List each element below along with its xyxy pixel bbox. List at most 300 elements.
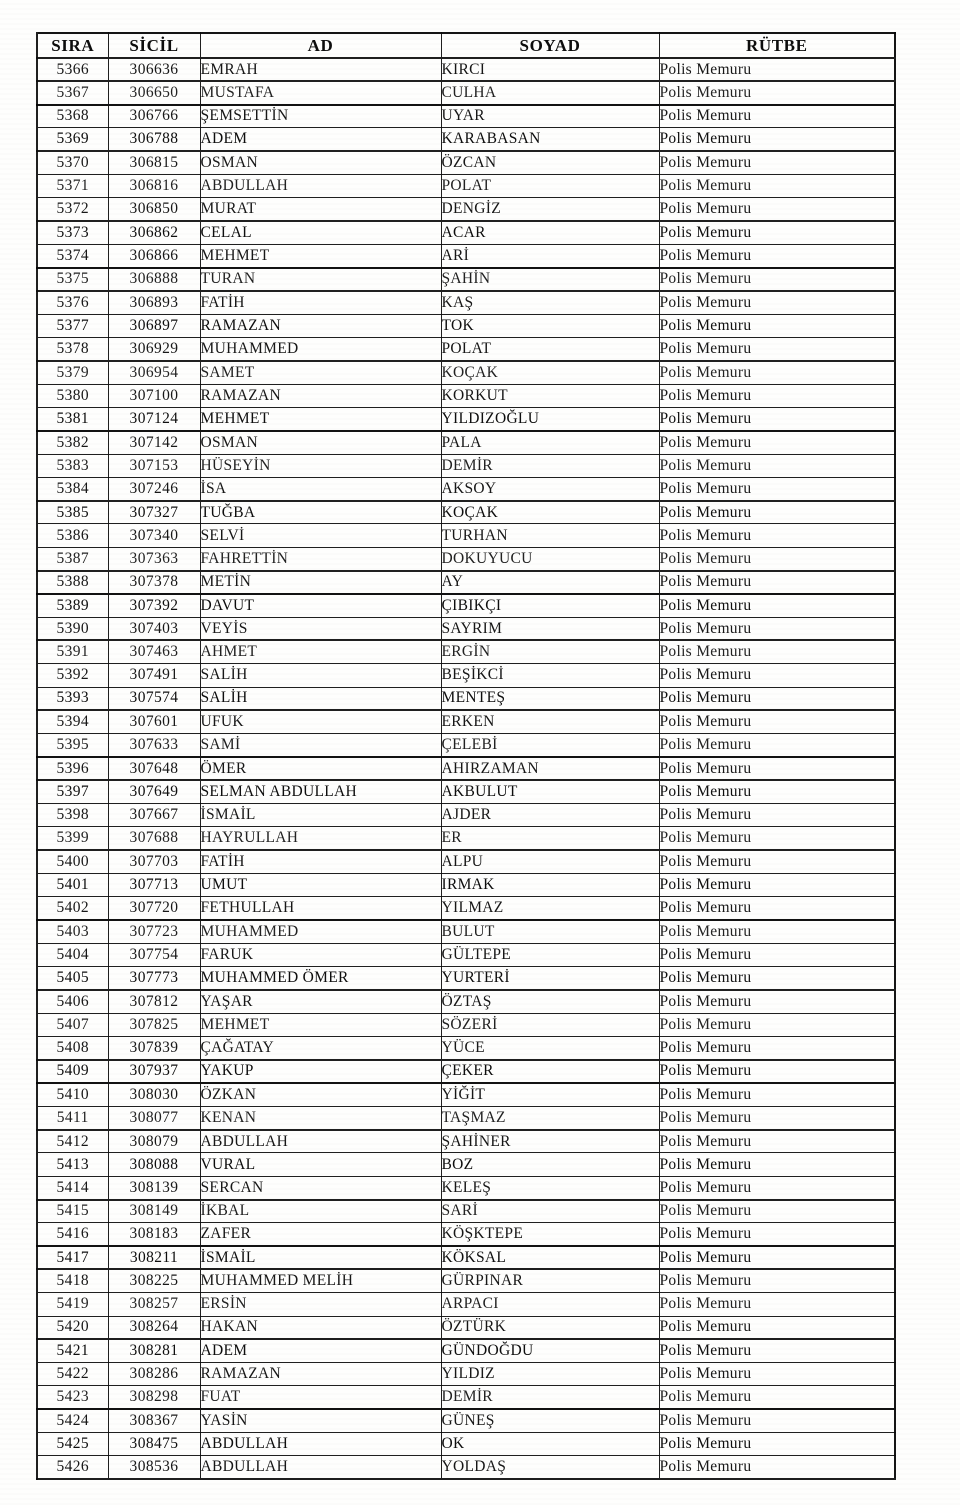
cell-sira: 5404 — [37, 943, 108, 966]
cell-sicil: 308286 — [108, 1363, 200, 1386]
cell-sira: 5409 — [37, 1060, 108, 1083]
cell-sira: 5410 — [37, 1083, 108, 1106]
cell-rutbe: Polis Memuru — [659, 850, 895, 873]
cell-rutbe: Polis Memuru — [659, 1269, 895, 1292]
cell-rutbe: Polis Memuru — [659, 221, 895, 244]
table-row — [37, 687, 895, 710]
cell-sicil: 307667 — [108, 804, 200, 827]
cell-ad: SAMİ — [200, 734, 441, 757]
cell-soyad: DENGİZ — [441, 198, 659, 221]
cell-sira: 5407 — [37, 1013, 108, 1036]
cell-ad: FATİH — [200, 850, 441, 873]
cell-ad: KENAN — [200, 1106, 441, 1129]
cell-soyad: OK — [441, 1433, 659, 1456]
cell-ad: CELAL — [200, 221, 441, 244]
cell-ad: FATİH — [200, 291, 441, 314]
cell-rutbe: Polis Memuru — [659, 1036, 895, 1059]
cell-sicil: 306929 — [108, 338, 200, 361]
cell-ad: MEHMET — [200, 407, 441, 430]
cell-sira: 5396 — [37, 757, 108, 780]
cell-sicil: 308030 — [108, 1083, 200, 1106]
cell-soyad: ŞAHİN — [441, 268, 659, 291]
cell-soyad: YURTERİ — [441, 967, 659, 990]
cell-rutbe: Polis Memuru — [659, 757, 895, 780]
cell-soyad: ÇELEBİ — [441, 734, 659, 757]
cell-sira: 5414 — [37, 1176, 108, 1199]
cell-sicil: 308088 — [108, 1153, 200, 1176]
cell-sicil: 307713 — [108, 873, 200, 896]
cell-rutbe: Polis Memuru — [659, 1106, 895, 1129]
cell-soyad: KAŞ — [441, 291, 659, 314]
cell-sicil: 307246 — [108, 477, 200, 500]
cell-ad: MUSTAFA — [200, 81, 441, 104]
table-row — [37, 850, 895, 873]
cell-rutbe: Polis Memuru — [659, 1433, 895, 1456]
cell-soyad: UYAR — [441, 105, 659, 128]
cell-rutbe: Polis Memuru — [659, 361, 895, 384]
table-row — [37, 1060, 895, 1083]
table-row — [37, 757, 895, 780]
cell-soyad: GÜNEŞ — [441, 1409, 659, 1432]
column-header-ad: AD — [200, 33, 441, 58]
cell-ad: İSMAİL — [200, 1246, 441, 1269]
cell-ad: MEHMET — [200, 1013, 441, 1036]
cell-rutbe: Polis Memuru — [659, 454, 895, 477]
cell-ad: HAYRULLAH — [200, 827, 441, 850]
cell-rutbe: Polis Memuru — [659, 291, 895, 314]
table-row — [37, 454, 895, 477]
cell-sicil: 308536 — [108, 1456, 200, 1479]
cell-soyad: MENTEŞ — [441, 687, 659, 710]
cell-ad: MURAT — [200, 198, 441, 221]
cell-sira: 5411 — [37, 1106, 108, 1129]
cell-soyad: POLAT — [441, 174, 659, 197]
cell-sira: 5419 — [37, 1293, 108, 1316]
table-row — [37, 990, 895, 1013]
cell-rutbe: Polis Memuru — [659, 1083, 895, 1106]
table-row — [37, 338, 895, 361]
table-row — [37, 1456, 895, 1479]
cell-ad: EMRAH — [200, 58, 441, 81]
cell-rutbe: Polis Memuru — [659, 1409, 895, 1432]
cell-soyad: ÖZTÜRK — [441, 1316, 659, 1339]
cell-rutbe: Polis Memuru — [659, 338, 895, 361]
cell-soyad: TAŞMAZ — [441, 1106, 659, 1129]
cell-soyad: KARABASAN — [441, 128, 659, 151]
cell-ad: ADEM — [200, 128, 441, 151]
cell-ad: ABDULLAH — [200, 1130, 441, 1153]
cell-sicil: 306954 — [108, 361, 200, 384]
cell-ad: UMUT — [200, 873, 441, 896]
cell-sira: 5392 — [37, 664, 108, 687]
cell-sira: 5366 — [37, 58, 108, 81]
table-row — [37, 734, 895, 757]
table-row — [37, 361, 895, 384]
table-row — [37, 1409, 895, 1432]
cell-soyad: YOLDAŞ — [441, 1456, 659, 1479]
cell-sicil: 307688 — [108, 827, 200, 850]
cell-soyad: ÇIBIKÇI — [441, 594, 659, 617]
cell-sicil: 307825 — [108, 1013, 200, 1036]
cell-soyad: TURHAN — [441, 524, 659, 547]
cell-sicil: 307574 — [108, 687, 200, 710]
cell-soyad: YILMAZ — [441, 897, 659, 920]
table-row — [37, 1316, 895, 1339]
cell-ad: YAKUP — [200, 1060, 441, 1083]
cell-soyad: SARİ — [441, 1200, 659, 1223]
cell-ad: MEHMET — [200, 244, 441, 267]
cell-sicil: 307363 — [108, 547, 200, 570]
cell-soyad: KOÇAK — [441, 501, 659, 524]
cell-rutbe: Polis Memuru — [659, 105, 895, 128]
cell-soyad: KELEŞ — [441, 1176, 659, 1199]
cell-sira: 5403 — [37, 920, 108, 943]
table-row — [37, 524, 895, 547]
cell-soyad: YİĞİT — [441, 1083, 659, 1106]
cell-ad: VEYİS — [200, 617, 441, 640]
cell-sira: 5369 — [37, 128, 108, 151]
cell-sicil: 307340 — [108, 524, 200, 547]
cell-sira: 5378 — [37, 338, 108, 361]
cell-soyad: ÇEKER — [441, 1060, 659, 1083]
table-row — [37, 501, 895, 524]
cell-soyad: GÜRPINAR — [441, 1269, 659, 1292]
table-row — [37, 710, 895, 733]
cell-ad: MUHAMMED ÖMER — [200, 967, 441, 990]
table-row — [37, 198, 895, 221]
table-body — [37, 58, 895, 1479]
cell-sira: 5384 — [37, 477, 108, 500]
cell-ad: HAKAN — [200, 1316, 441, 1339]
table-row — [37, 594, 895, 617]
cell-soyad: AKSOY — [441, 477, 659, 500]
cell-soyad: GÜLTEPE — [441, 943, 659, 966]
table-row — [37, 804, 895, 827]
cell-sira: 5415 — [37, 1200, 108, 1223]
cell-sira: 5385 — [37, 501, 108, 524]
cell-rutbe: Polis Memuru — [659, 1223, 895, 1246]
cell-ad: MUHAMMED — [200, 920, 441, 943]
cell-rutbe: Polis Memuru — [659, 174, 895, 197]
cell-sicil: 307100 — [108, 384, 200, 407]
table-row — [37, 1363, 895, 1386]
cell-ad: ÖMER — [200, 757, 441, 780]
table-row — [37, 1339, 895, 1362]
cell-ad: MUHAMMED — [200, 338, 441, 361]
cell-sicil: 308298 — [108, 1386, 200, 1409]
table-row — [37, 221, 895, 244]
cell-soyad: BEŞİKCİ — [441, 664, 659, 687]
cell-sicil: 306766 — [108, 105, 200, 128]
cell-soyad: KÖKSAL — [441, 1246, 659, 1269]
table-row — [37, 1433, 895, 1456]
cell-soyad: AJDER — [441, 804, 659, 827]
cell-ad: HÜSEYİN — [200, 454, 441, 477]
cell-soyad: KÖŞKTEPE — [441, 1223, 659, 1246]
cell-sira: 5376 — [37, 291, 108, 314]
cell-soyad: SAYRIM — [441, 617, 659, 640]
header-row — [37, 33, 895, 58]
cell-sira: 5390 — [37, 617, 108, 640]
cell-rutbe: Polis Memuru — [659, 1060, 895, 1083]
cell-sicil: 306888 — [108, 268, 200, 291]
cell-sira: 5382 — [37, 431, 108, 454]
cell-sira: 5383 — [37, 454, 108, 477]
cell-sicil: 308225 — [108, 1269, 200, 1292]
cell-soyad: GÜNDOĞDU — [441, 1339, 659, 1362]
cell-rutbe: Polis Memuru — [659, 384, 895, 407]
cell-sicil: 306893 — [108, 291, 200, 314]
cell-sicil: 307648 — [108, 757, 200, 780]
cell-sira: 5370 — [37, 151, 108, 174]
cell-sicil: 308475 — [108, 1433, 200, 1456]
table-header — [37, 33, 895, 58]
cell-sicil: 307124 — [108, 407, 200, 430]
cell-soyad: SÖZERİ — [441, 1013, 659, 1036]
cell-sicil: 306897 — [108, 314, 200, 337]
cell-sicil: 308079 — [108, 1130, 200, 1153]
table-row — [37, 897, 895, 920]
cell-soyad: ARİ — [441, 244, 659, 267]
cell-sira: 5424 — [37, 1409, 108, 1432]
table-row — [37, 920, 895, 943]
cell-sira: 5417 — [37, 1246, 108, 1269]
cell-rutbe: Polis Memuru — [659, 734, 895, 757]
table-row — [37, 780, 895, 803]
cell-ad: ŞEMSETTİN — [200, 105, 441, 128]
cell-ad: RAMAZAN — [200, 1363, 441, 1386]
cell-sira: 5400 — [37, 850, 108, 873]
cell-ad: YAŞAR — [200, 990, 441, 1013]
cell-sira: 5408 — [37, 1036, 108, 1059]
cell-sira: 5373 — [37, 221, 108, 244]
cell-sira: 5381 — [37, 407, 108, 430]
cell-sira: 5413 — [37, 1153, 108, 1176]
cell-soyad: KOÇAK — [441, 361, 659, 384]
table-row — [37, 151, 895, 174]
cell-sira: 5375 — [37, 268, 108, 291]
cell-sira: 5394 — [37, 710, 108, 733]
cell-rutbe: Polis Memuru — [659, 617, 895, 640]
cell-soyad: AKBULUT — [441, 780, 659, 803]
cell-rutbe: Polis Memuru — [659, 1176, 895, 1199]
cell-ad: SERCAN — [200, 1176, 441, 1199]
table-row — [37, 81, 895, 104]
cell-rutbe: Polis Memuru — [659, 990, 895, 1013]
cell-rutbe: Polis Memuru — [659, 780, 895, 803]
table-row — [37, 431, 895, 454]
cell-sicil: 306862 — [108, 221, 200, 244]
cell-rutbe: Polis Memuru — [659, 1200, 895, 1223]
cell-sira: 5393 — [37, 687, 108, 710]
table-row — [37, 1130, 895, 1153]
cell-rutbe: Polis Memuru — [659, 547, 895, 570]
table-row — [37, 58, 895, 81]
table-row — [37, 1386, 895, 1409]
table-row — [37, 291, 895, 314]
cell-rutbe: Polis Memuru — [659, 1153, 895, 1176]
cell-sira: 5401 — [37, 873, 108, 896]
cell-rutbe: Polis Memuru — [659, 687, 895, 710]
cell-soyad: KIRCI — [441, 58, 659, 81]
cell-soyad: ÖZTAŞ — [441, 990, 659, 1013]
table-row — [37, 943, 895, 966]
table-row — [37, 128, 895, 151]
cell-ad: İSA — [200, 477, 441, 500]
cell-rutbe: Polis Memuru — [659, 1316, 895, 1339]
table-row — [37, 407, 895, 430]
table-row — [37, 547, 895, 570]
cell-sicil: 308281 — [108, 1339, 200, 1362]
cell-soyad: BULUT — [441, 920, 659, 943]
cell-sira: 5402 — [37, 897, 108, 920]
cell-sicil: 307723 — [108, 920, 200, 943]
cell-sicil: 306788 — [108, 128, 200, 151]
cell-ad: ÇAĞATAY — [200, 1036, 441, 1059]
cell-soyad: ARPACI — [441, 1293, 659, 1316]
cell-rutbe: Polis Memuru — [659, 594, 895, 617]
cell-sicil: 307649 — [108, 780, 200, 803]
cell-ad: ADEM — [200, 1339, 441, 1362]
cell-sicil: 307463 — [108, 640, 200, 663]
cell-soyad: ŞAHİNER — [441, 1130, 659, 1153]
cell-sira: 5368 — [37, 105, 108, 128]
cell-ad: SALİH — [200, 664, 441, 687]
cell-soyad: YILDIZOĞLU — [441, 407, 659, 430]
cell-sira: 5374 — [37, 244, 108, 267]
cell-sicil: 307720 — [108, 897, 200, 920]
table-row — [37, 1013, 895, 1036]
table-row — [37, 384, 895, 407]
cell-sira: 5406 — [37, 990, 108, 1013]
table-row — [37, 1246, 895, 1269]
cell-rutbe: Polis Memuru — [659, 524, 895, 547]
cell-soyad: DEMİR — [441, 454, 659, 477]
cell-sira: 5372 — [37, 198, 108, 221]
cell-sira: 5425 — [37, 1433, 108, 1456]
cell-sira: 5389 — [37, 594, 108, 617]
table-row — [37, 640, 895, 663]
cell-sira: 5386 — [37, 524, 108, 547]
cell-sicil: 306866 — [108, 244, 200, 267]
column-header-soyad: SOYAD — [441, 33, 659, 58]
cell-rutbe: Polis Memuru — [659, 1456, 895, 1479]
cell-rutbe: Polis Memuru — [659, 1130, 895, 1153]
cell-ad: FARUK — [200, 943, 441, 966]
cell-ad: TURAN — [200, 268, 441, 291]
cell-sira: 5391 — [37, 640, 108, 663]
cell-rutbe: Polis Memuru — [659, 244, 895, 267]
cell-sira: 5388 — [37, 571, 108, 594]
cell-sira: 5405 — [37, 967, 108, 990]
cell-sicil: 307153 — [108, 454, 200, 477]
cell-sira: 5423 — [37, 1386, 108, 1409]
cell-ad: SALİH — [200, 687, 441, 710]
cell-sicil: 307491 — [108, 664, 200, 687]
cell-ad: ERSİN — [200, 1293, 441, 1316]
cell-rutbe: Polis Memuru — [659, 477, 895, 500]
cell-rutbe: Polis Memuru — [659, 804, 895, 827]
cell-soyad: POLAT — [441, 338, 659, 361]
cell-sicil: 307839 — [108, 1036, 200, 1059]
column-header-sicil: SİCİL — [108, 33, 200, 58]
cell-ad: TUĞBA — [200, 501, 441, 524]
cell-sira: 5426 — [37, 1456, 108, 1479]
cell-sira: 5367 — [37, 81, 108, 104]
cell-ad: YASİN — [200, 1409, 441, 1432]
cell-soyad: ÖZCAN — [441, 151, 659, 174]
cell-rutbe: Polis Memuru — [659, 827, 895, 850]
cell-sira: 5379 — [37, 361, 108, 384]
cell-sicil: 308183 — [108, 1223, 200, 1246]
cell-soyad: YÜCE — [441, 1036, 659, 1059]
cell-sicil: 307633 — [108, 734, 200, 757]
cell-sicil: 307392 — [108, 594, 200, 617]
cell-sira: 5412 — [37, 1130, 108, 1153]
cell-rutbe: Polis Memuru — [659, 664, 895, 687]
cell-rutbe: Polis Memuru — [659, 571, 895, 594]
cell-ad: RAMAZAN — [200, 384, 441, 407]
cell-ad: SAMET — [200, 361, 441, 384]
cell-rutbe: Polis Memuru — [659, 1386, 895, 1409]
cell-rutbe: Polis Memuru — [659, 1013, 895, 1036]
cell-sira: 5418 — [37, 1269, 108, 1292]
cell-soyad: IRMAK — [441, 873, 659, 896]
table-row — [37, 1223, 895, 1246]
cell-sira: 5416 — [37, 1223, 108, 1246]
cell-ad: MUHAMMED MELİH — [200, 1269, 441, 1292]
cell-sicil: 308139 — [108, 1176, 200, 1199]
cell-sicil: 306816 — [108, 174, 200, 197]
cell-rutbe: Polis Memuru — [659, 268, 895, 291]
table-row — [37, 571, 895, 594]
cell-sira: 5398 — [37, 804, 108, 827]
table-row — [37, 967, 895, 990]
cell-sicil: 307601 — [108, 710, 200, 733]
cell-sicil: 307754 — [108, 943, 200, 966]
cell-rutbe: Polis Memuru — [659, 81, 895, 104]
cell-soyad: CULHA — [441, 81, 659, 104]
cell-sicil: 307812 — [108, 990, 200, 1013]
cell-ad: SELMAN ABDULLAH — [200, 780, 441, 803]
cell-soyad: KORKUT — [441, 384, 659, 407]
cell-soyad: ACAR — [441, 221, 659, 244]
cell-sicil: 308077 — [108, 1106, 200, 1129]
cell-sira: 5387 — [37, 547, 108, 570]
table-row — [37, 664, 895, 687]
cell-ad: ABDULLAH — [200, 1456, 441, 1479]
table-row — [37, 477, 895, 500]
cell-ad: UFUK — [200, 710, 441, 733]
cell-sira: 5399 — [37, 827, 108, 850]
cell-rutbe: Polis Memuru — [659, 314, 895, 337]
personnel-table — [36, 32, 896, 1480]
cell-rutbe: Polis Memuru — [659, 1246, 895, 1269]
cell-ad: ABDULLAH — [200, 1433, 441, 1456]
table-row — [37, 1293, 895, 1316]
cell-sira: 5397 — [37, 780, 108, 803]
table-row — [37, 1153, 895, 1176]
cell-rutbe: Polis Memuru — [659, 1363, 895, 1386]
cell-sicil: 306815 — [108, 151, 200, 174]
cell-rutbe: Polis Memuru — [659, 1339, 895, 1362]
column-header-rutbe: RÜTBE — [659, 33, 895, 58]
table-row — [37, 314, 895, 337]
cell-ad: İSMAİL — [200, 804, 441, 827]
cell-sicil: 307403 — [108, 617, 200, 640]
cell-soyad: BOZ — [441, 1153, 659, 1176]
cell-rutbe: Polis Memuru — [659, 943, 895, 966]
